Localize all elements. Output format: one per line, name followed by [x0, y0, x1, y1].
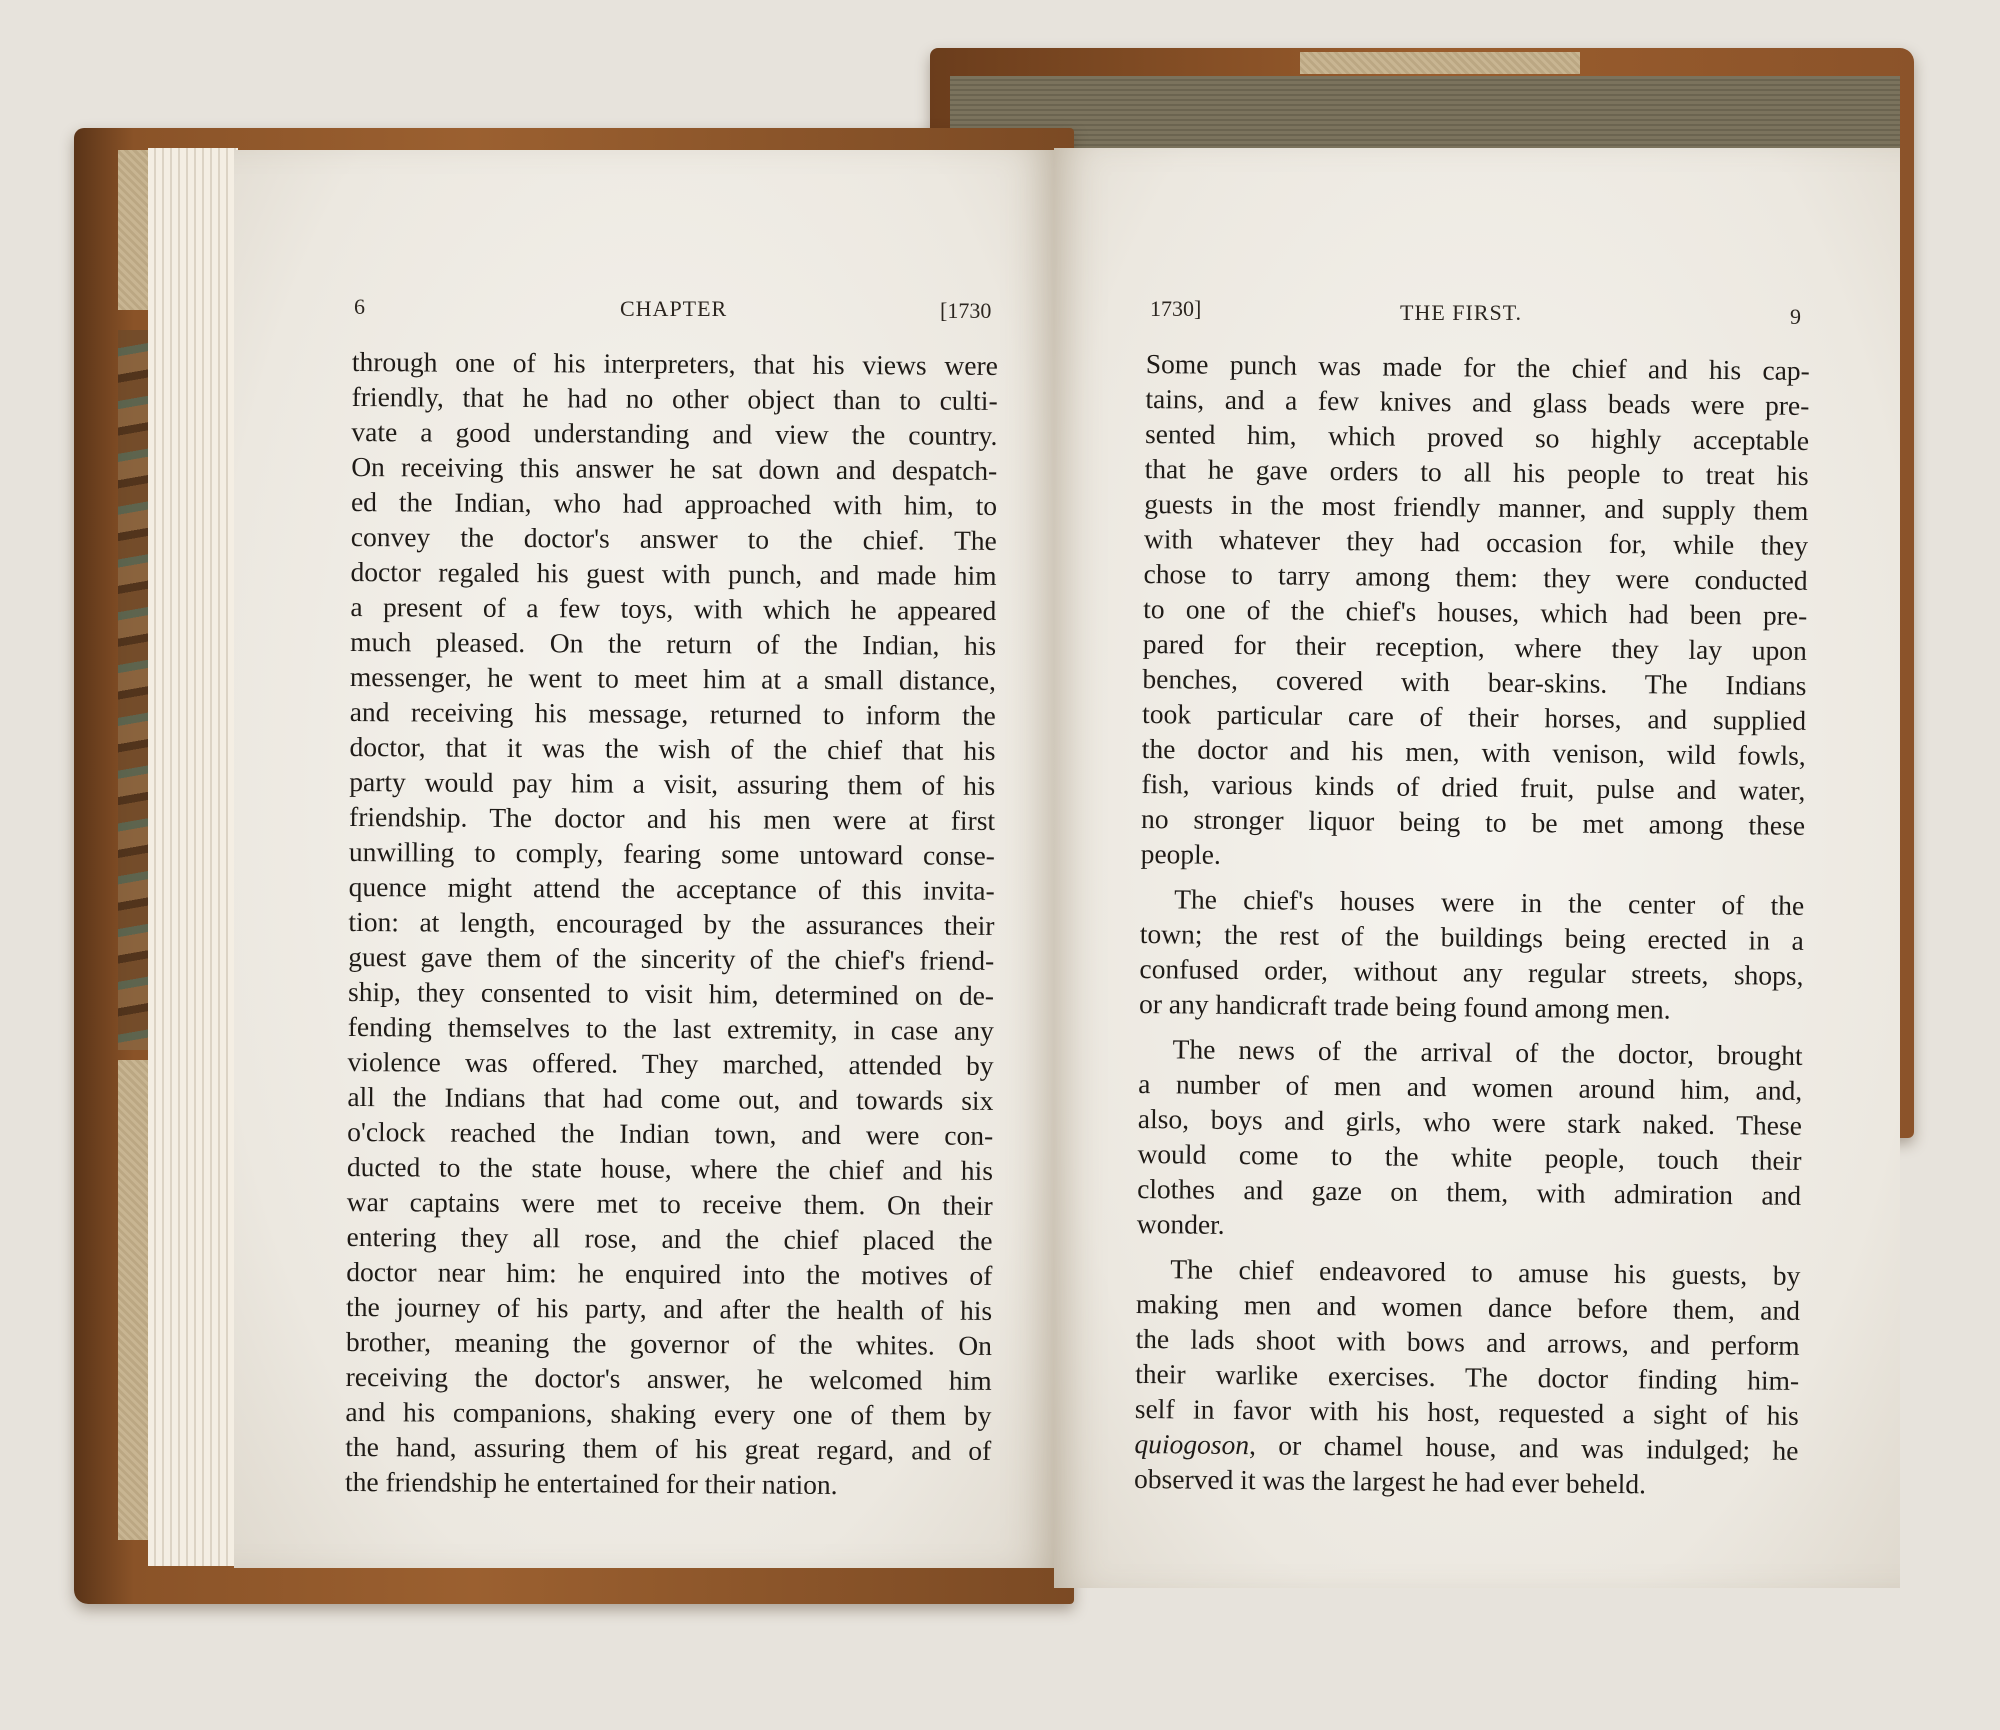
- cloth-spine-top: [1300, 52, 1580, 74]
- text-line: The news of the arrival of the doctor, brought: [1172, 1033, 1803, 1071]
- text-line: confused order, without any regular streets, shops,: [1139, 952, 1804, 991]
- text-line: Some punch was made for the chief and his cap-: [1145, 347, 1810, 386]
- text-line: that he gave orders to all his people to treat his: [1144, 452, 1809, 491]
- text-line: entering they all rose, and the chief placed the: [346, 1220, 993, 1256]
- text-line: the lads shoot with bows and arrows, and perform: [1135, 1322, 1800, 1361]
- text-line: war captains were met to receive them. On their: [346, 1185, 993, 1221]
- text-line: with whatever they had occasion for, while they: [1143, 522, 1809, 561]
- running-head-left: CHAPTER: [620, 296, 728, 321]
- text-line: all the Indians that had come out, and towards six: [347, 1080, 994, 1116]
- text-line: the friendship he entertained for their nation.: [344, 1465, 838, 1500]
- text-line: The chief's houses were in the center of the: [1174, 883, 1805, 921]
- text-line: unwilling to comply, fearing some untoward conse-: [348, 835, 995, 871]
- text-line: ducted to the state house, where the chief and his: [346, 1150, 994, 1186]
- left-body-text: [345, 344, 998, 1503]
- text-line: tains, and a few knives and glass beads were pre-: [1145, 382, 1810, 421]
- text-line: clothes and gaze on them, with admiration and: [1137, 1172, 1802, 1211]
- text-line: pared for their reception, where they lay upon: [1142, 627, 1808, 666]
- text-line: people.: [1140, 837, 1222, 870]
- text-line: On receiving this answer he sat down and despatch-: [351, 450, 998, 486]
- text-line: quence might attend the acceptance of this invita-: [348, 870, 995, 906]
- text-line: guest gave them of the sincerity of the chief's friend-: [348, 940, 995, 976]
- text-line: wonder.: [1136, 1207, 1225, 1240]
- page-number-right: 9: [1790, 304, 1801, 329]
- page-block: [148, 148, 238, 1566]
- text-line: to one of the chief's houses, which had been pre-: [1143, 592, 1808, 631]
- text-line: through one of his interpreters, that his views were: [351, 345, 998, 381]
- text-line: no stronger liquor being to be met among these: [1140, 802, 1806, 841]
- text-line: messenger, he went to meet him at a small distance,: [349, 660, 997, 696]
- text-line: receiving the doctor's answer, he welcomed him: [345, 1360, 992, 1396]
- year-right: 1730]: [1150, 296, 1202, 321]
- text-line: o'clock reached the Indian town, and were con-: [347, 1115, 994, 1151]
- right-body-text: [1134, 346, 1810, 1503]
- text-line: the doctor and his men, with venison, wild fowls,: [1141, 732, 1806, 771]
- left-page: [234, 150, 1054, 1568]
- text-line: the hand, assuring them of his great regard, and of: [345, 1430, 992, 1466]
- text-line: or any handicraft trade being found among men.: [1138, 987, 1671, 1025]
- text-line: town; the rest of the buildings being erected in a: [1139, 917, 1804, 956]
- text-line: quiogoson, or chamel house, and was indulged; he: [1134, 1427, 1799, 1466]
- text-line: observed it was the largest he had ever beheld.: [1133, 1462, 1647, 1500]
- marbled-endpaper: [118, 330, 152, 1050]
- text-line: ship, they consented to visit him, determined on de-: [347, 975, 995, 1011]
- text-line: tion: at length, encouraged by the assurances their: [348, 905, 995, 941]
- text-line: doctor, that it was the wish of the chief that his: [349, 730, 996, 766]
- text-line: brother, meaning the governor of the whites. On: [345, 1325, 992, 1361]
- text-line: sented him, which proved so highly acceptable: [1144, 417, 1810, 456]
- cloth-corner-bottom: [118, 1060, 152, 1540]
- text-line: doctor near him: he enquired into the motives of: [346, 1255, 993, 1291]
- text-line: fending themselves to the last extremity, in case any: [347, 1010, 994, 1046]
- text-line: friendship. The doctor and his men were at first: [349, 800, 996, 836]
- cloth-corner-top: [118, 150, 152, 310]
- right-page: [1054, 148, 1900, 1588]
- text-line: also, boys and girls, who were stark naked. These: [1137, 1102, 1803, 1141]
- text-line: party would pay him a visit, assuring them of his: [349, 765, 996, 801]
- text-line: and receiving his message, returned to inform the: [349, 695, 996, 731]
- text-line: fish, various kinds of dried fruit, pulse and water,: [1141, 767, 1806, 806]
- text-line: benches, covered with bear-skins. The Indians: [1142, 662, 1807, 701]
- text-line: much pleased. On the return of the Indian, his: [350, 625, 997, 661]
- text-line: making men and women dance before them, and: [1135, 1287, 1801, 1326]
- text-line: a present of a few toys, with which he appeared: [350, 590, 997, 626]
- text-line: violence was offered. They marched, attended by: [347, 1045, 994, 1081]
- page-number-left: 6: [354, 294, 365, 319]
- text-line: took particular care of their horses, and supplied: [1141, 697, 1807, 736]
- text-line: The chief endeavored to amuse his guests, by: [1170, 1253, 1801, 1291]
- text-line: self in favor with his host, requested a sight of his: [1134, 1392, 1799, 1431]
- running-head-right: THE FIRST.: [1400, 300, 1523, 325]
- year-left: [1730: [940, 298, 992, 323]
- text-line: their warlike exercises. The doctor finding him-: [1135, 1357, 1800, 1396]
- text-line: doctor regaled his guest with punch, and made him: [350, 555, 997, 591]
- text-line: convey the doctor's answer to the chief. The: [350, 520, 997, 556]
- text-line: the journey of his party, and after the health of his: [346, 1290, 993, 1326]
- text-line: guests in the most friendly manner, and supply them: [1144, 487, 1809, 526]
- text-line: and his companions, shaking every one of them by: [345, 1395, 992, 1431]
- text-line: vate a good understanding and view the country.: [351, 415, 998, 451]
- text-line: would come to the white people, touch their: [1137, 1137, 1802, 1176]
- text-line: friendly, that he had no other object than to culti-: [351, 380, 998, 416]
- text-line: chose to tarry among them: they were conducted: [1143, 557, 1808, 596]
- text-line: a number of men and women around him, and,: [1138, 1067, 1803, 1106]
- text-line: ed the Indian, who had approached with him, to: [350, 485, 998, 521]
